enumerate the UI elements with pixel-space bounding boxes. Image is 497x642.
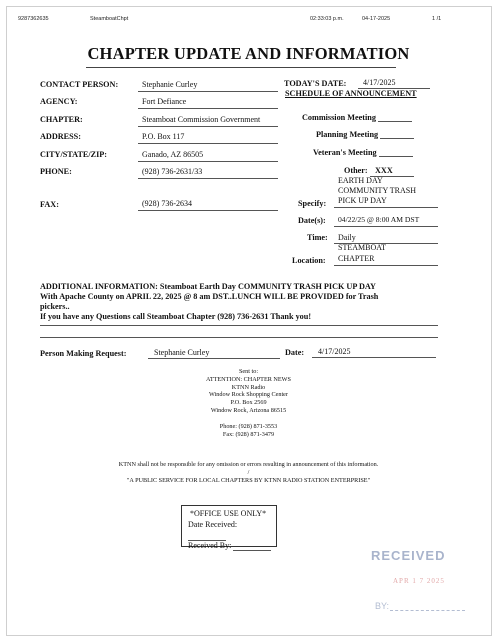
additional-line: If you have any Questions call Steamboat Chapter (928) 736-2631 Thank you! [40, 312, 312, 321]
location-value: CHAPTER [338, 254, 375, 263]
chapter-value: Steamboat Commission Government [142, 115, 261, 124]
specify-label: Specify: [298, 199, 327, 208]
disclaimer-line: "A PUBLIC SERVICE FOR LOCAL CHAPTERS BY KTNN RADIO STATION ENTERPRISE" [126, 477, 371, 484]
spacer [0, 415, 497, 423]
contact-label: CONTACT PERSON: [40, 80, 119, 89]
specify-line: COMMUNITY TRASH [338, 185, 417, 195]
additional-line: pickers.. [40, 302, 70, 311]
time-value: Daily [338, 233, 356, 242]
time-label: Time: [307, 233, 328, 242]
additional-line: ADDITIONAL INFORMATION: Steamboat Earth Day COMMUNITY TRASH PICK UP DAY [40, 282, 376, 291]
phone-label: PHONE: [40, 167, 72, 176]
request-date-value: 4/17/2025 [318, 347, 351, 356]
request-date-underline [312, 357, 436, 358]
sent-to-line: ATTENTION: CHAPTER NEWS [206, 375, 291, 383]
specify-underline [334, 207, 438, 208]
sent-to-fax: Fax: (928) 871-3479 [222, 430, 275, 438]
planning-label: Planning Meeting [316, 130, 414, 139]
sent-to-block [0, 368, 497, 438]
request-date-label: Date: [285, 348, 305, 357]
sent-to-line: Sent to: [238, 368, 259, 375]
received-stamp-date: APR 1 7 2025 [393, 577, 445, 585]
disclaimer-block [0, 461, 497, 485]
received-stamp-by: BY: [375, 601, 390, 611]
location-top: STEAMBOAT [338, 243, 387, 252]
title-underline [86, 67, 396, 68]
agency-label: AGENCY: [40, 97, 78, 106]
contact-underline [138, 91, 278, 92]
sent-to-line: P.O. Box 2569 [230, 399, 267, 407]
other-value: XXX [375, 166, 393, 175]
city-label: CITY/STATE/ZIP: [40, 150, 108, 159]
phone-value: (928) 736-2631/33 [142, 167, 203, 176]
specify-value: PICK UP DAY [338, 196, 387, 205]
agency-underline [138, 108, 278, 109]
office-date-received: Date Received: [188, 520, 276, 541]
specify-lines [338, 176, 416, 195]
city-underline [138, 161, 278, 162]
agency-value: Fort Defiance [142, 97, 187, 106]
chapter-label: CHAPTER: [40, 115, 83, 124]
office-heading: *OFFICE USE ONLY* [190, 509, 267, 518]
fax-time: 02:33:03 p.m. [310, 16, 344, 22]
sent-to-line: KTNN Radio [231, 383, 266, 391]
disclaimer-slash: / [247, 469, 250, 476]
disclaimer-line: KTNN shall not be responsible for any omission or errors resulting in announcement of this information. [118, 461, 379, 468]
phone-underline [138, 178, 278, 179]
fax-date: 04-17-2025 [362, 16, 391, 22]
additional-underline-1 [40, 325, 438, 326]
dates-value: 04/22/25 @ 8:00 AM DST [338, 215, 420, 224]
fax-value: (928) 736-2634 [142, 199, 192, 208]
planning-blank [380, 130, 414, 139]
today-label: TODAY'S DATE: [284, 79, 347, 88]
received-stamp: RECEIVED [371, 548, 446, 563]
office-use-box [181, 505, 277, 550]
additional-information [40, 282, 460, 322]
fax-page: 1 /1 [432, 16, 442, 22]
fax-sender: SteamboatChpt [90, 16, 129, 22]
additional-underline-2 [40, 337, 438, 338]
person-value: Stephanie Curley [154, 348, 210, 357]
schedule-heading: SCHEDULE OF ANNOUNCEMENT [285, 89, 417, 98]
fax-label: FAX: [40, 200, 59, 209]
fax-underline [138, 210, 278, 211]
sent-to-phone: Phone: (928) 871-3553 [219, 422, 278, 430]
other-label: Other: [344, 166, 368, 175]
location-label: Location: [292, 256, 326, 265]
office-received-by: Received By: [188, 541, 276, 552]
address-label: ADDRESS: [40, 132, 81, 141]
contact-value: Stephanie Curley [142, 80, 198, 89]
address-underline [138, 143, 278, 144]
chapter-underline [138, 126, 278, 127]
received-stamp-signature-line [390, 610, 465, 611]
commission-blank [378, 113, 412, 122]
person-label: Person Making Request: [40, 349, 127, 358]
page-title: CHAPTER UPDATE AND INFORMATION [87, 44, 410, 63]
additional-line: With Apache County on APRIL 22, 2025 @ 8 am DST..LUNCH WILL BE PROVIDED for Trash [40, 292, 379, 301]
address-value: P.O. Box 117 [142, 132, 185, 141]
city-value: Ganado, AZ 86505 [142, 150, 204, 159]
today-value: 4/17/2025 [363, 78, 396, 87]
specify-line: EARTH DAY [338, 176, 383, 185]
received-by-blank [233, 543, 271, 551]
dates-underline [334, 226, 438, 227]
veterans-blank [379, 148, 413, 157]
location-underline [334, 265, 438, 266]
commission-label: Commission Meeting [302, 113, 412, 122]
dates-label: Date(s): [298, 216, 326, 225]
veterans-label: Veteran's Meeting [313, 148, 413, 157]
sent-to-line: Window Rock Shopping Center [209, 391, 288, 399]
sent-to-line: Window Rock, Arizona 86515 [210, 406, 287, 414]
date-received-blank [188, 533, 226, 541]
person-underline [148, 358, 280, 359]
fax-number: 9287362635 [18, 16, 49, 22]
